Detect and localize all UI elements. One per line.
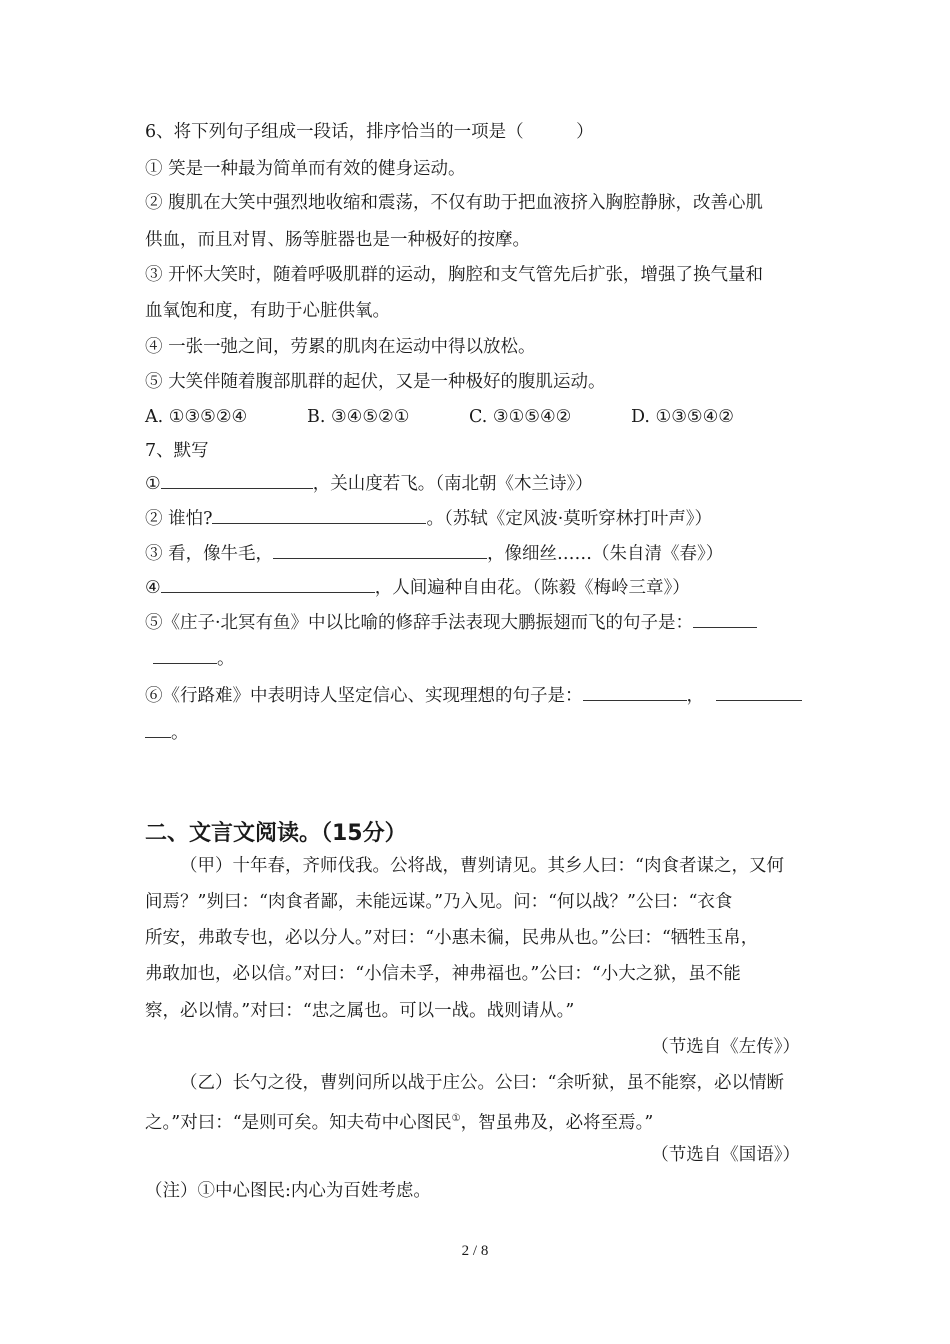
passage-jia-line-2: 间焉？”刿曰：“肉食者鄙，未能远谋。”乃入见。问：“何以战？”公曰：“衣食 [145,892,733,912]
answer-blank[interactable] [716,684,802,701]
answer-blank[interactable] [212,507,426,524]
answer-blank[interactable] [161,472,313,489]
page-number: 2 / 8 [461,1243,489,1259]
q6-option-d: D. ①③⑤④② [631,407,734,427]
passage-jia-line-3: 所安，弗敢专也，必以分人。”对曰：“小惠未徧，民弗从也。”公曰：“牺牲玉帛， [145,928,759,948]
q7-item-5-cont: 。 [153,647,235,671]
passage-jia-line-5: 察，必以情。”对曰：“忠之属也。可以一战。战则请从。” [145,1001,575,1021]
passage-yi-source: （节选自《国语》） [651,1145,800,1165]
q7-stem: 7、默写 [145,441,209,461]
q7-item-1: ① ，关山度若飞。（南北朝《木兰诗》） [145,474,593,494]
answer-blank[interactable] [161,576,375,593]
q6-options [145,405,734,429]
q6-option-c: C. ③①⑤④② [469,407,572,427]
q6-sentence-3b: 血氧饱和度，有助于心脏供氧。 [145,301,390,321]
q6-sentence-1: ① 笑是一种最为简单而有效的健身运动。 [145,159,466,179]
q6-option-b: B. ③④⑤②① [307,407,410,427]
answer-blank[interactable] [145,721,171,738]
answer-blank[interactable] [153,647,217,664]
q7-item-4: ④ ，人间遍种自由花。（陈毅《梅岭三章》） [145,578,690,598]
q6-stem: 6、将下列句子组成一段话，排序恰当的一项是（ ） [145,122,594,142]
q6-sentence-2b: 供血，而且对胃、肠等脏器也是一种极好的按摩。 [145,230,530,250]
passage-jia-source: （节选自《左传》） [651,1037,800,1057]
passage-jia-line-4: 弗敢加也，必以信。”对曰：“小信未孚，神弗福也。”公曰：“小大之狱，虽不能 [145,964,741,984]
q7-item-5: ⑤《庄子·北冥有鱼》中以比喻的修辞手法表现大鹏振翅而飞的句子是： [145,611,757,635]
answer-blank[interactable] [273,542,487,559]
q7-item-6-cont: 。 [145,721,189,745]
q6-option-a: A. ①③⑤②④ [145,407,248,427]
q6-sentence-2a: ② 腹肌在大笑中强烈地收缩和震荡，不仅有助于把血液挤入胸腔静脉，改善心肌 [145,193,764,213]
passage-jia-line-1: （甲）十年春，齐师伐我。公将战，曹刿请见。其乡人曰：“肉食者谋之，又何 [180,856,784,876]
passage-yi-line-2: 之。”对曰：“是则可矣。知夫苟中心图民①，智虽弗及，必将至焉。” [145,1112,654,1133]
q6-sentence-5: ⑤ 大笑伴随着腹部肌群的起伏，又是一种极好的腹肌运动。 [145,372,606,392]
q7-item-6: ⑥《行路难》中表明诗人坚定信心、实现理想的句子是： ， [145,684,802,708]
footnote-marker: ① [451,1113,461,1124]
passage-yi-line-1: （乙）长勺之役，曹刿问所以战于庄公。公曰：“余听狱，虽不能察，必以情断 [180,1073,784,1093]
section-title: 二、文言文阅读。（15分） [145,821,407,846]
footnote: （注）①中心图民:内心为百姓考虑。 [145,1181,431,1201]
q6-sentence-4: ④ 一张一弛之间，劳累的肌肉在运动中得以放松。 [145,337,536,357]
answer-blank[interactable] [583,684,687,701]
q6-sentence-3a: ③ 开怀大笑时，随着呼吸肌群的运动，胸腔和支气管先后扩张，增强了换气量和 [145,265,764,285]
q7-item-3: ③ 看，像牛毛， ，像细丝……（朱自清《春》） [145,544,724,564]
q7-item-2: ② 谁怕? 。（苏轼《定风波·莫听穿林打叶声》） [145,509,713,529]
answer-blank[interactable] [693,611,757,628]
